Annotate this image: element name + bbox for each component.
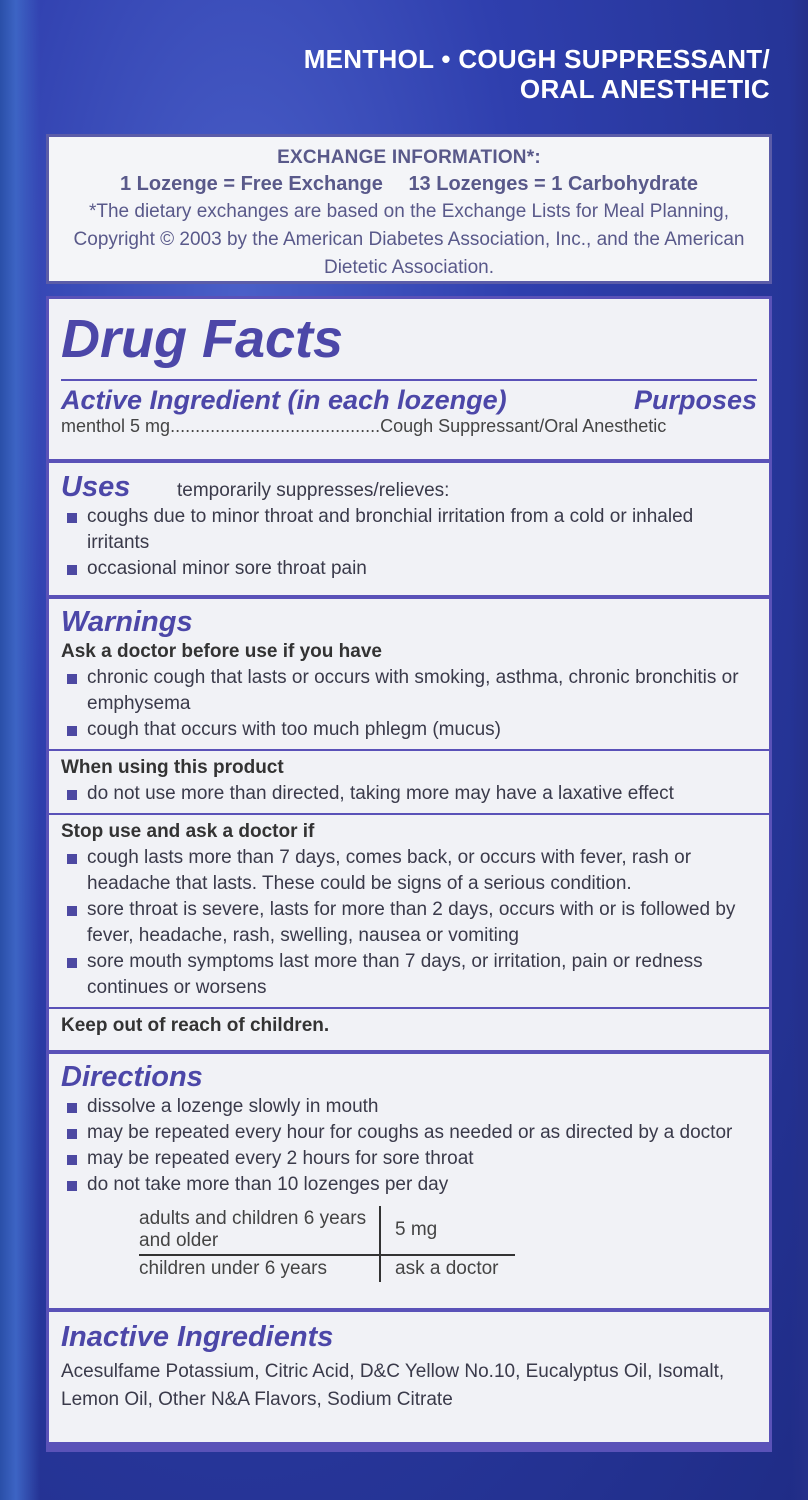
- ingredient-name: menthol 5 mg: [61, 416, 171, 436]
- uses-item: coughs due to minor throat and bronchial irritation from a cold or inhaled irritants: [61, 504, 757, 556]
- dosage-table: [139, 1206, 515, 1282]
- active-ingredient-label: Active Ingredient (in each lozenge): [61, 385, 507, 415]
- uses-title: Uses: [61, 471, 131, 503]
- ingredient-purpose: Cough Suppressant/Oral Anesthetic: [380, 416, 667, 436]
- exchange-values: [49, 173, 769, 196]
- package-edge-left: [0, 0, 40, 1500]
- dosage-row: [139, 1256, 515, 1282]
- directions-section: [49, 1054, 769, 1308]
- directions-item: may be repeated every 2 hours for sore throat: [61, 1146, 757, 1172]
- warnings-section: [49, 599, 769, 1050]
- uses-intro: temporarily suppresses/relieves:: [177, 480, 450, 501]
- active-ingredient-section: [49, 299, 769, 459]
- directions-item: may be repeated every hour for coughs as needed or as directed by a doctor: [61, 1120, 757, 1146]
- ask-doctor-item: chronic cough that lasts or occurs with smoking, asthma, chronic bronchitis or emphysema: [61, 665, 757, 717]
- ask-doctor-heading: Ask a doctor before use if you have: [61, 641, 382, 662]
- inactive-ingredients-section: [49, 1312, 769, 1442]
- ingredient-row: menthol 5 mg..........................................Cough Suppressant/Oral Anesthetic: [61, 416, 667, 436]
- dosage-amount: 5 mg: [379, 1206, 437, 1254]
- dosage-group: children under 6 years: [139, 1258, 327, 1279]
- header-line-1: MENTHOL • COUGH SUPPRESSANT/: [303, 44, 770, 74]
- inactive-list: Acesulfame Potassium, Citric Acid, D&C Yellow No.10, Eucalyptus Oil, Isomalt, Lemon Oil, Other N&A Flavors, Sodium Citrate: [61, 1361, 725, 1410]
- exchange-left: 1 Lozenge = Free Exchange: [120, 173, 383, 195]
- active-ingredient-header: [61, 379, 757, 416]
- stop-use-item: sore throat is severe, lasts for more than 2 days, occurs with or is followed by fever, headache, rash, swelling, nausea or vomiting: [61, 897, 757, 949]
- purposes-label: Purposes: [633, 385, 757, 415]
- when-using-heading: When using this product: [61, 757, 284, 778]
- drug-facts-title: Drug Facts: [61, 309, 344, 369]
- directions-item: dissolve a lozenge slowly in mouth: [61, 1094, 757, 1120]
- dosage-group: adults and children 6 years and older: [139, 1208, 367, 1251]
- exchange-note: *The dietary exchanges are based on the Exchange Lists for Meal Planning, Copyright © 2003 by the American Diabetes Association, Inc., and the American Dietetic Association.: [73, 201, 745, 278]
- uses-section: [49, 463, 769, 595]
- inactive-title: Inactive Ingredients: [61, 1321, 334, 1353]
- warnings-title: Warnings: [61, 606, 193, 638]
- stop-use-item: cough lasts more than 7 days, comes back, or occurs with fever, rash or headache that lasts. These could be signs of a serious condition.: [61, 845, 757, 897]
- package-edge-right: [790, 0, 808, 1500]
- ask-doctor-item: cough that occurs with too much phlegm (mucus): [61, 717, 757, 743]
- keep-out-warning: Keep out of reach of children.: [61, 1015, 330, 1036]
- directions-title: Directions: [61, 1061, 203, 1093]
- product-header: [304, 44, 770, 104]
- exchange-information-box: [46, 134, 772, 284]
- exchange-right: 13 Lozenges = 1 Carbohydrate: [408, 173, 698, 195]
- header-line-2: ORAL ANESTHETIC: [519, 74, 770, 104]
- uses-item: occasional minor sore throat pain: [61, 556, 757, 582]
- stop-use-heading: Stop use and ask a doctor if: [61, 821, 315, 842]
- dosage-row: [139, 1206, 515, 1256]
- uses-header: [61, 471, 757, 504]
- when-using-item: do not use more than directed, taking more may have a laxative effect: [61, 781, 757, 807]
- stop-use-item: sore mouth symptoms last more than 7 days, or irritation, pain or redness continues or worsens: [61, 949, 757, 1001]
- directions-item: do not take more than 10 lozenges per day: [61, 1172, 757, 1198]
- dosage-amount: ask a doctor: [379, 1256, 499, 1282]
- exchange-title: EXCHANGE INFORMATION*:: [277, 147, 541, 168]
- drug-facts-panel: [46, 296, 772, 1452]
